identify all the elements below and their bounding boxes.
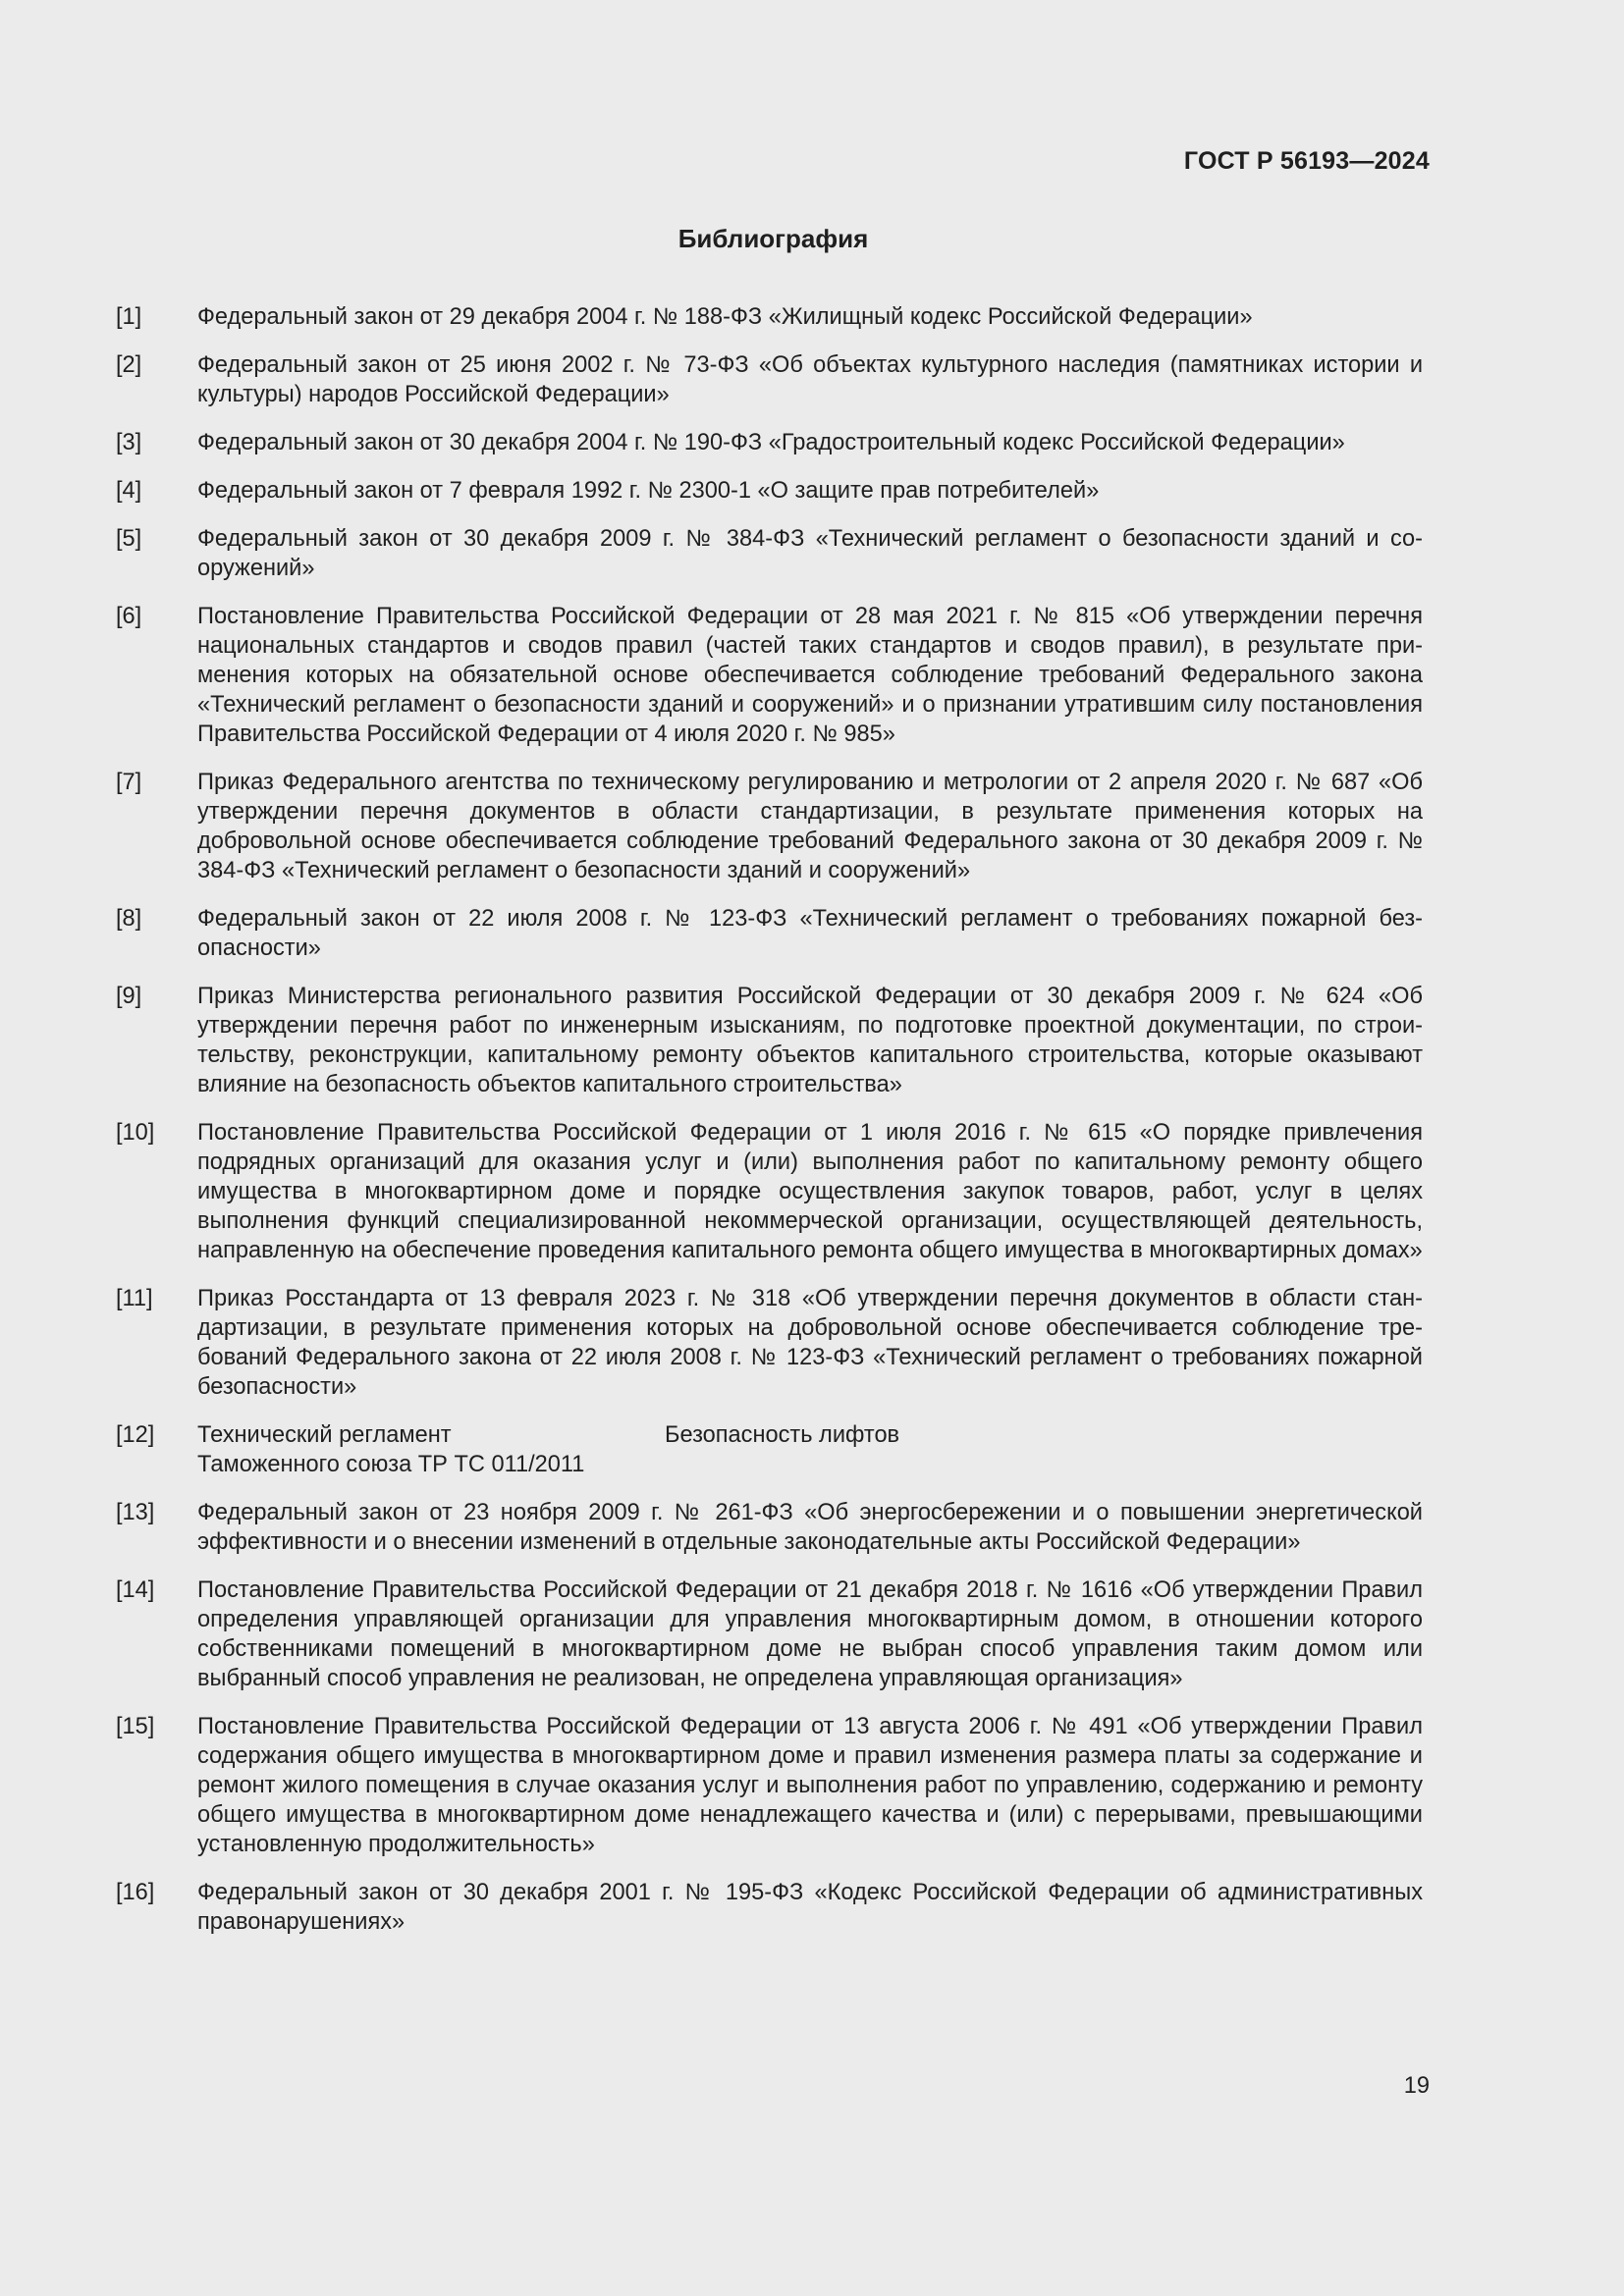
page-number: 19 [1403,2073,1430,2099]
bibliography-entry [116,302,1423,332]
entry-text: Приказ Федерального агентства по техническому регулированию и метрологии от 2 апреля 2020 г. № 687 «Об утверждении перечня документов в области стандартизации, в результате применения которых на добровольной основе обеспечивается соблюдение требований Федерального закона от 30 декабря 2009 г. № 384-ФЗ «Технический регламент о безопасности зданий и сооружений» [197,770,1423,883]
bibliography-entry [116,1284,1423,1402]
bibliography-entry [116,1118,1423,1265]
bibliography-entry [116,350,1423,409]
regulation-title: Безопасность лифтов [665,1422,900,1448]
entry-number: [1] [116,304,142,330]
entry-text: Федеральный закон от 22 июля 2008 г. № 123-ФЗ «Технический регламент о требованиях пожарной безопасности» [197,906,1423,961]
bibliography-list [116,302,1423,1955]
entry-number: [10] [116,1120,155,1146]
bibliography-entry [116,982,1423,1099]
regulation-designation-line: Технический регламент [197,1422,452,1448]
bibliography-entry [116,1498,1423,1557]
entry-text: Постановление Правительства Российской Федерации от 1 июля 2016 г. № 615 «О порядке привлечения подрядных организаций для оказания услуг и (или) выполнения работ по капитальному ремонту общего имущества в многоквартирном доме и порядке осуществления закупок товаров, работ, услуг в целях выполнения функций специализированной некоммерческой организации, осуществляющей деятельность, направленную на обеспечение проведения капитального ремонта общего имущества в многоквартирных домах» [197,1120,1423,1263]
entry-text: Постановление Правительства Российской Федерации от 28 мая 2021 г. № 815 «Об утверждении перечня национальных стандартов и сводов правил (частей таких стандартов и сводов правил), в результате применения которых на обязательной основе обеспечивается соблюдение требований Федерального закона «Технический регламент о безопасности зданий и сооружений» и о признании утратившим силу постановления Правительства Российской Федерации от 4 июля 2020 г. № 985» [197,604,1423,747]
entry-number: [15] [116,1714,155,1739]
entry-text: Приказ Росстандарта от 13 февраля 2023 г. № 318 «Об утверждении перечня документов в области стандартизации, в результате применения которых на добровольной основе обеспечивается соблюдение требований Федерального закона от 22 июля 2008 г. № 123-ФЗ «Технический регламент о требованиях пожарной безопасности» [197,1286,1423,1400]
entry-number: [3] [116,430,142,455]
bibliography-entry [116,428,1423,457]
bibliography-entry [116,1712,1423,1859]
entry-text: Постановление Правительства Российской Федерации от 21 декабря 2018 г. № 1616 «Об утверждении Правил определения управляющей организации для управления многоквартирным домом, в отношении которого собственниками помещений в многоквартирном доме не выбран способ управления таким домом или выбранный способ управления не реализован, не определена управляющая организация» [197,1577,1423,1691]
bibliography-entry [116,602,1423,749]
entry-text: Федеральный закон от 23 ноября 2009 г. № 261-ФЗ «Об энергосбережении и о повышении энергетической эффективности и о внесении изменений в отдельные законодательные акты Российской Федерации» [197,1500,1423,1555]
entry-number: [16] [116,1880,155,1905]
entry-text: Федеральный закон от 25 июня 2002 г. № 73-ФЗ «Об объектах культурного наследия (памятниках истории и культуры) народов Российской Федерации» [197,352,1423,407]
entry-text: Федеральный закон от 30 декабря 2004 г. № 190-ФЗ «Градостроительный кодекс Российской Федерации» [197,430,1345,455]
entry-text: Федеральный закон от 30 декабря 2001 г. № 195-ФЗ «Кодекс Российской Федерации об административных правонарушениях» [197,1880,1423,1935]
regulation-designation-line: Таможенного союза ТР ТС 011/2011 [197,1452,585,1477]
bibliography-entry [116,1575,1423,1693]
entry-text: Постановление Правительства Российской Федерации от 13 августа 2006 г. № 491 «Об утверждении Правил содержания общего имущества в многоквартирном доме и правил изменения размера платы за содержание и ремонт жилого помещения в случае оказания услуг и выполнения работ по управлению, содержанию и ремонту общего имущества в многоквартирном доме ненадлежащего качества и (или) с перерывами, превышающими установленную продолжительность» [197,1714,1423,1857]
entry-number: [5] [116,526,142,552]
regulation-designation [197,1420,665,1479]
entry-number: [8] [116,906,142,932]
entry-text: Федеральный закон от 7 февраля 1992 г. № 2300-1 «О защите прав потребителей» [197,478,1100,504]
bibliography-entry [116,476,1423,506]
entry-number: [11] [116,1286,153,1311]
bibliography-entry [116,524,1423,583]
entry-number: [6] [116,604,142,629]
entry-number: [14] [116,1577,155,1603]
entry-number: [7] [116,770,142,795]
bibliography-entry [116,768,1423,885]
entry-number: [4] [116,478,142,504]
entry-text: Федеральный закон от 30 декабря 2009 г. № 384-ФЗ «Технический регламент о безопасности зданий и сооружений» [197,526,1423,581]
entry-number: [9] [116,984,142,1009]
bibliography-entry [116,1878,1423,1937]
bibliography-entry [116,904,1423,963]
document-code-header: ГОСТ Р 56193—2024 [1183,147,1430,175]
entry-text: Федеральный закон от 29 декабря 2004 г. № 188-ФЗ «Жилищный кодекс Российской Федерации» [197,304,1253,330]
bibliography-title: Библиография [677,224,869,253]
entry-number: [2] [116,352,142,378]
entry-text: Приказ Министерства регионального развития Российской Федерации от 30 декабря 2009 г. № 624 «Об утверждении перечня работ по инженерным изысканиям, по подготовке проектной документации, по строительству, реконструкции, капитальному ремонту объектов капитального строительства, которые оказывают влияние на безопасность объектов капитального строительства» [197,984,1423,1097]
entry-number: [13] [116,1500,155,1525]
bibliography-entry [116,1420,1423,1479]
entry-number: [12] [116,1422,155,1448]
